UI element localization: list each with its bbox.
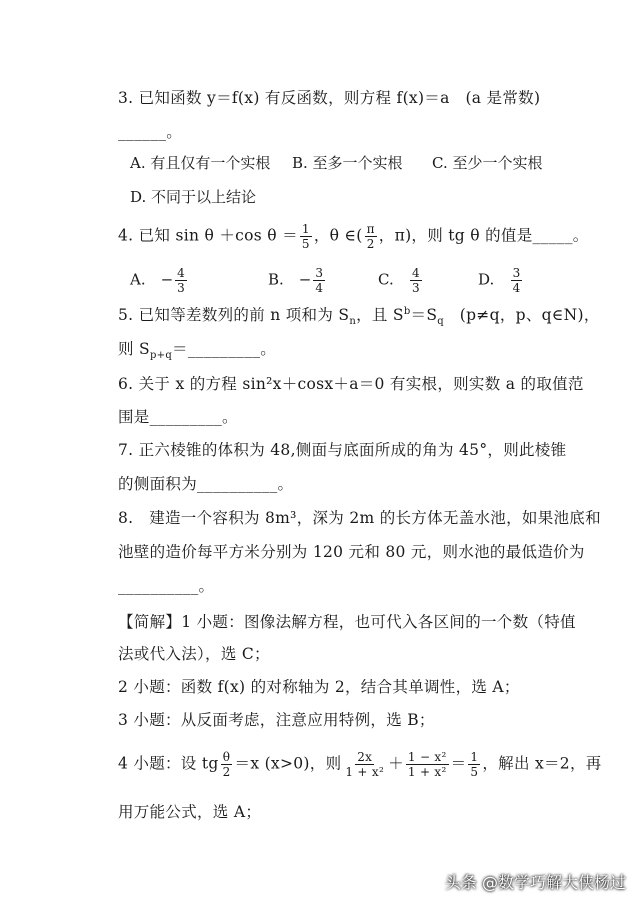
q8-line3: __________。 — [118, 577, 215, 595]
q3-line1: 3. 已知函数 y＝f(x) 有反函数，则方程 f(x)＝a (a 是常数) — [118, 89, 541, 107]
q4-prefix: 4. 已知 sin θ ＋cos θ ＝ — [118, 226, 298, 245]
q4-option-a: A. − $\frac{4}{3}$ — [130, 266, 185, 295]
q6-line2: 围是_________。 — [118, 408, 238, 426]
q3-option-d: D. 不同于以上结论 — [130, 188, 257, 206]
q3-option-a: A. 有且仅有一个实根 — [130, 154, 271, 172]
q7-line2: 的侧面积为__________。 — [118, 475, 294, 493]
solution-line6: 用万能公式，选 A； — [118, 803, 262, 821]
q3-option-c: C. 至少一个实根 — [432, 154, 543, 172]
q3-line2: ______。 — [118, 123, 183, 141]
solution-line2: 法或代入法），选 C； — [118, 645, 270, 663]
q4-option-b: B. − $\frac{3}{4}$ — [268, 266, 324, 295]
q4-frac2: $\frac{\pi}{2}$ — [366, 222, 375, 251]
q3-option-b: B. 至多一个实根 — [292, 154, 403, 172]
solution-line3: 2 小题：函数 f(x) 的对称轴为 2，结合其单调性，选 A； — [118, 678, 520, 696]
solution-line1: 【简解】1 小题：图像法解方程，也可代入各区间的一个数（特值 — [118, 613, 576, 631]
q5-line2: 则 $S_{p+q}=\_\_\_\_\_\_\_\_\_$。 — [118, 340, 277, 362]
q7-line1: 7. 正六棱锥的体积为 48,侧面与底面所成的角为 45°，则此棱锥 — [118, 441, 567, 459]
q4-mid: ，θ ∈( — [313, 226, 363, 245]
solution-line5: 4 小题：设 tg $\frac{\theta}{2}$ ＝x (x>0)，则 $\frac{2x}{\text{1 + x²}}$ ＋ $\frac{\text{1 − x²}}{\text{1 + x²}}$ ＝ $\frac{1}{5}$ ，解出 x＝2，再 — [118, 750, 602, 779]
q6-line1: 6. 关于 x 的方程 sin²x＋cosx＋a＝0 有实根，则实数 a 的取值范 — [118, 375, 584, 393]
q8-line1: 8. 建造一个容积为 8m³，深为 2m 的长方体无盖水池，如果池底和 — [118, 509, 601, 527]
q5-line1: 5. 已知等差数列的前 n 项和为 $S_n$，且 $S^b=S_q$ (p≠q，p、q∈N)， — [118, 305, 600, 328]
watermark: 头条 @数学巧解大侠杨过 — [444, 873, 626, 892]
solution-line4: 3 小题：从反面考虑，注意应用特例，选 B； — [118, 711, 435, 729]
q4-option-d: D. $\frac{3}{4}$ — [478, 266, 521, 295]
q4-suffix: ，π)，则 tg θ 的值是_____。 — [378, 226, 589, 245]
q4-frac1: $\frac{1}{5}$ — [301, 222, 310, 251]
q4-option-c: C. $\frac{4}{3}$ — [378, 266, 420, 295]
q4-line — [118, 222, 589, 251]
q8-line2: 池壁的造价每平方米分别为 120 元和 80 元，则水池的最低造价为 — [118, 543, 585, 561]
